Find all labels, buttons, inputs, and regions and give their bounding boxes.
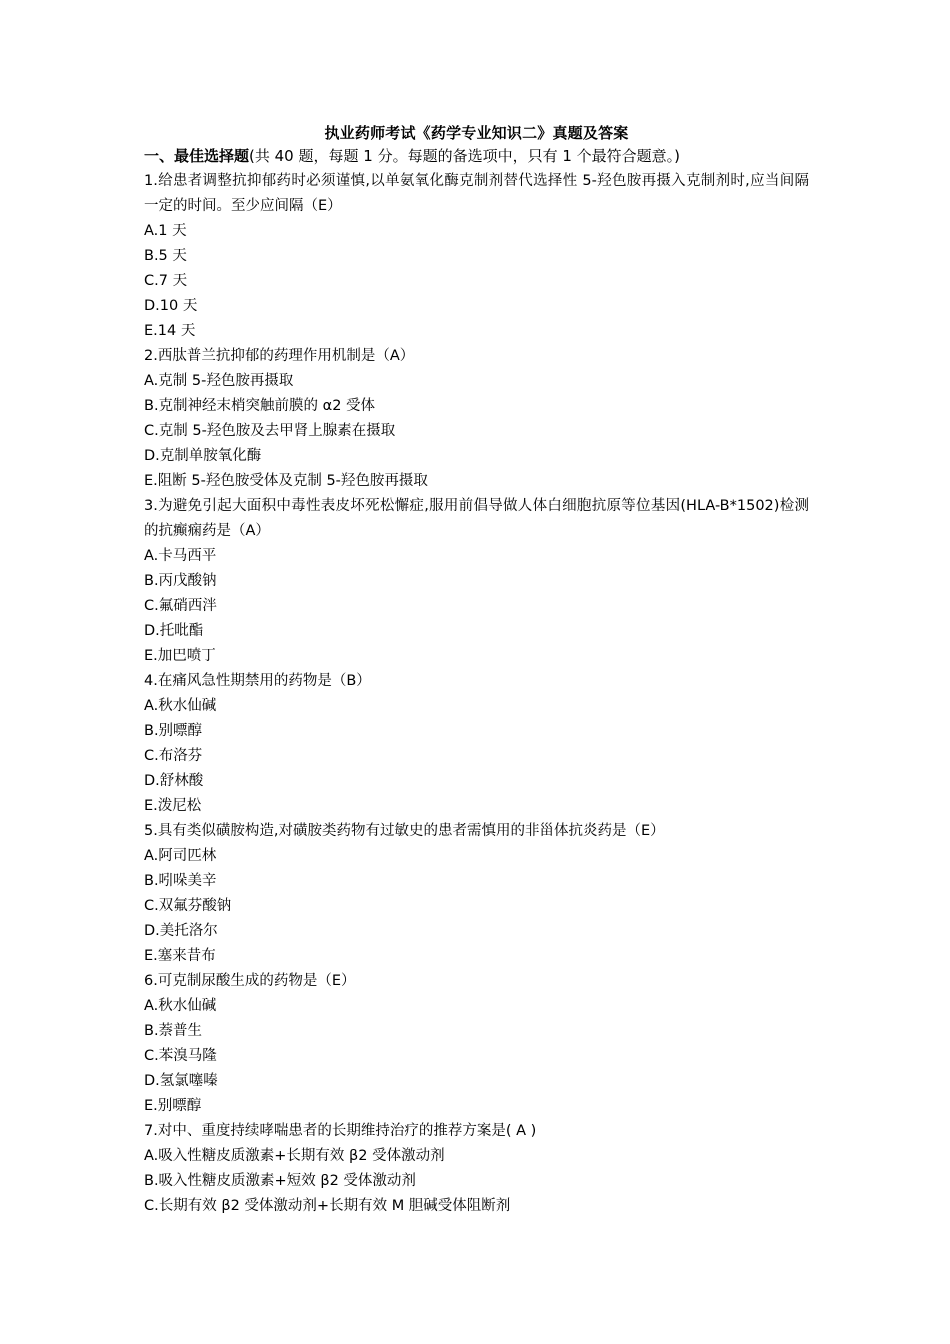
answer-option: B.克制神经末梢突触前膜的 α2 受体 (144, 398, 376, 414)
question-stem: 1.给患者调整抗抑郁药时必须谨慎,以单氨氧化酶克制剂替代选择性 5-羟色胺再摄入克制剂时,应当间隔一定的时间。至少应间隔（E） (144, 173, 809, 214)
answer-option: C.克制 5-羟色胺及去甲肾上腺素在摄取 (144, 423, 396, 439)
answer-option: A.吸入性糖皮质激素+长期有效 β2 受体激动剂 (144, 1148, 445, 1164)
answer-option: D.美托洛尔 (144, 923, 218, 939)
answer-option: A.秋水仙碱 (144, 698, 217, 714)
answer-option: D.托吡酯 (144, 623, 204, 639)
answer-option: C.7 天 (144, 273, 188, 289)
answer-option: E.别嘌醇 (144, 1098, 202, 1114)
answer-option: B.吸入性糖皮质激素+短效 β2 受体激动剂 (144, 1173, 416, 1189)
answer-option: A.克制 5-羟色胺再摄取 (144, 373, 294, 389)
answer-option: B.5 天 (144, 248, 187, 264)
answer-option: C.苯溴马隆 (144, 1048, 217, 1064)
answer-option: E.阻断 5-羟色胺受体及克制 5-羟色胺再摄取 (144, 473, 428, 489)
answer-option: E.加巴喷丁 (144, 648, 216, 664)
question-stem: 5.具有类似磺胺构造,对磺胺类药物有过敏史的患者需慎用的非甾体抗炎药是（E） (144, 823, 665, 839)
answer-option: B.吲哚美辛 (144, 873, 217, 889)
section-note: (共 40 题，每题 1 分。每题的备选项中，只有 1 个最符合题意。) (249, 147, 681, 165)
answer-option: B.萘普生 (144, 1023, 203, 1039)
question-list (144, 169, 809, 1219)
answer-option: A.秋水仙碱 (144, 998, 217, 1014)
document-title: 执业药师考试《药学专业知识二》真题及答案 (324, 124, 629, 142)
answer-option: D.氢氯噻嗪 (144, 1073, 218, 1089)
answer-option: C.长期有效 β2 受体激动剂+长期有效 M 胆碱受体阻断剂 (144, 1198, 511, 1214)
section-heading (144, 144, 809, 169)
answer-option: A.1 天 (144, 223, 187, 239)
answer-option: E.塞来昔布 (144, 948, 216, 964)
answer-option: C.布洛芬 (144, 748, 203, 764)
answer-option: D.10 天 (144, 298, 198, 314)
answer-option: C.双氟芬酸钠 (144, 898, 232, 914)
question-stem: 3.为避免引起大面积中毒性表皮坏死松懈症,服用前倡导做人体白细胞抗原等位基因(HLA-B*1502)检测的抗癫痫药是（A） (144, 498, 809, 539)
answer-option: B.丙戊酸钠 (144, 573, 217, 589)
answer-option: E.泼尼松 (144, 798, 202, 814)
answer-option: B.别嘌醇 (144, 723, 203, 739)
question-stem: 6.可克制尿酸生成的药物是（E） (144, 973, 356, 989)
answer-option: D.舒林酸 (144, 773, 204, 789)
question-stem: 2.西肽普兰抗抑郁的药理作用机制是（A） (144, 348, 415, 364)
answer-option: A.阿司匹林 (144, 848, 217, 864)
answer-option: E.14 天 (144, 323, 196, 339)
answer-option: D.克制单胺氧化酶 (144, 448, 262, 464)
document-page (144, 122, 809, 1219)
answer-option: A.卡马西平 (144, 548, 217, 564)
question-stem: 4.在痛风急性期禁用的药物是（B） (144, 673, 371, 689)
answer-option: C.氟硝西泮 (144, 598, 217, 614)
section-title: 一、最佳选择题 (144, 147, 250, 165)
question-stem: 7.对中、重度持续哮喘患者的长期维持治疗的推荐方案是( A ) (144, 1123, 537, 1139)
